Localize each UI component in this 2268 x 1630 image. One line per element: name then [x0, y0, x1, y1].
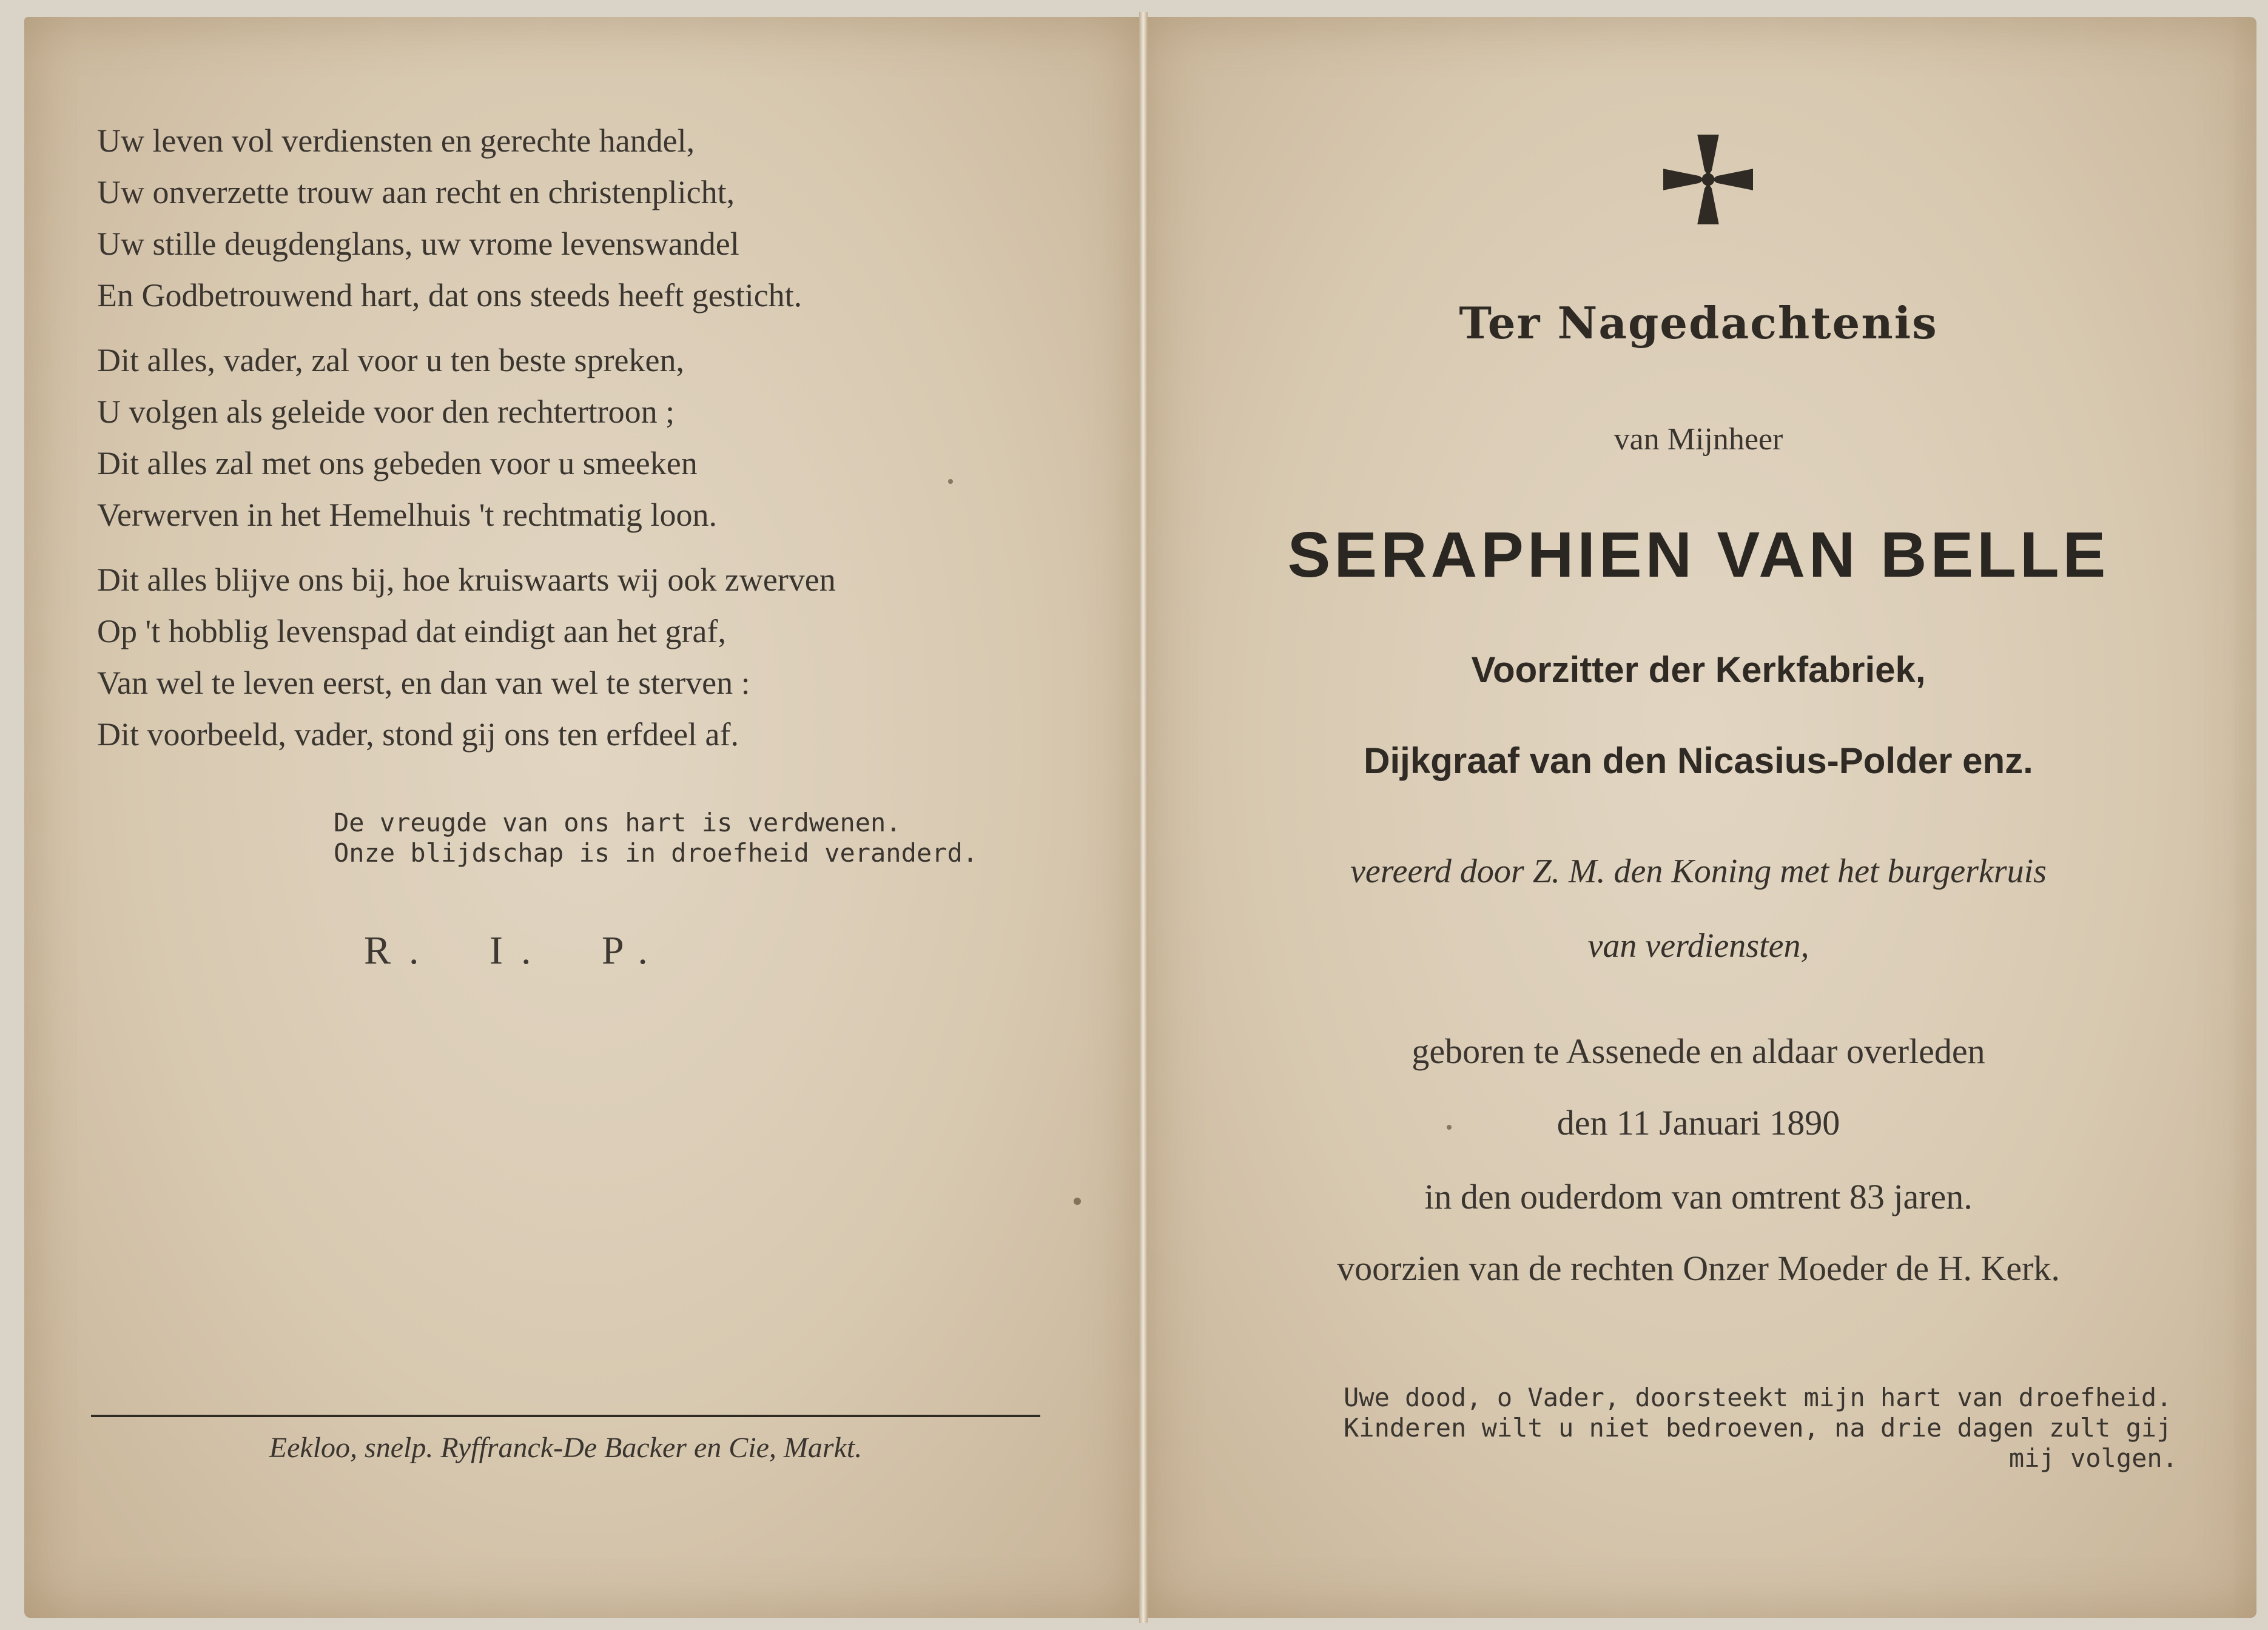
poem-line: Op 't hobblig levenspad dat eindigt aan het graf, [97, 613, 726, 649]
card-fold [1139, 12, 1148, 1623]
right-page [1145, 17, 2256, 1618]
van-mijnheer-text: van Mijnheer [1614, 422, 1783, 457]
age-spot [1074, 1198, 1081, 1205]
memorial-heading: Ter Nagedachtenis [1459, 297, 1938, 349]
age-spot [1447, 1125, 1452, 1130]
poem-line: U volgen als geleide voor den rechtertroon ; [97, 394, 675, 430]
rip-text: R. I. P. [364, 928, 666, 973]
poem-line: Dit alles zal met ons gebeden voor u smeeken [97, 445, 698, 481]
age-at-death: in den ouderdom van omtrent 83 jaren. [1424, 1177, 1973, 1216]
poem-line: Uw onverzette trouw aan recht en christenplicht, [97, 174, 735, 210]
poem-line: Uw stille deugdenglans, uw vrome levenswandel [97, 226, 739, 262]
poem-line: Van wel te leven eerst, en dan van wel te sterven : [97, 665, 750, 701]
age-spot [948, 479, 953, 484]
quote-line: Uwe dood, o Vader, doorsteekt mijn hart van droefheid. [1344, 1383, 2172, 1412]
quote-line: mij volgen. [2008, 1443, 2178, 1473]
poem-line: Uw leven vol verdiensten en gerechte handel, [97, 122, 695, 159]
deceased-name: SERAPHIEN VAN BELLE [1287, 519, 2110, 591]
poem-line: Dit alles, vader, zal voor u ten beste spreken, [97, 342, 684, 378]
divider-line [91, 1415, 1040, 1417]
title-line-1: Voorzitter der Kerkfabriek, [1471, 649, 1926, 690]
quote-line: Kinderen wilt u niet bedroeven, na drie dagen zult gij [1344, 1413, 2172, 1443]
poem-stanza [97, 115, 1068, 321]
title-line-2: Dijkgraaf van den Nicasius-Polder enz. [1364, 740, 2033, 781]
cross-pattee-icon [1663, 135, 1753, 224]
poem-line: Dit voorbeeld, vader, stond gij ons ten erfdeel af. [97, 716, 739, 753]
honor-line-2: van verdiensten, [1587, 927, 1809, 965]
quote-line: De vreugde van ons hart is verdwenen. [334, 808, 901, 837]
birth-death-place: geboren te Assenede en aldaar overleden [1412, 1031, 1985, 1071]
last-rites: voorzien van de rechten Onzer Moeder de H. Kerk. [1337, 1249, 2060, 1288]
poem-stanza [97, 335, 1068, 541]
left-quote [334, 808, 978, 868]
right-quote [1344, 1383, 2178, 1474]
poem-stanza [97, 554, 1068, 760]
poem-line: Dit alles blijve ons bij, hoe kruiswaarts wij ook zwerven [97, 562, 836, 598]
poem-line: Verwerven in het Hemelhuis 't rechtmatig loon. [97, 497, 717, 533]
death-date: den 11 Januari 1890 [1556, 1103, 1840, 1142]
poem-line: En Godbetrouwend hart, dat ons steeds heeft gesticht. [97, 277, 803, 314]
printer-imprint: Eekloo, snelp. Ryffranck-De Backer en Cie, Markt. [269, 1432, 863, 1464]
honor-line-1: vereerd door Z. M. den Koning met het burgerkruis [1350, 853, 2047, 890]
quote-line: Onze blijdschap is in droefheid veranderd. [334, 838, 978, 868]
memorial-poem [97, 115, 1068, 774]
